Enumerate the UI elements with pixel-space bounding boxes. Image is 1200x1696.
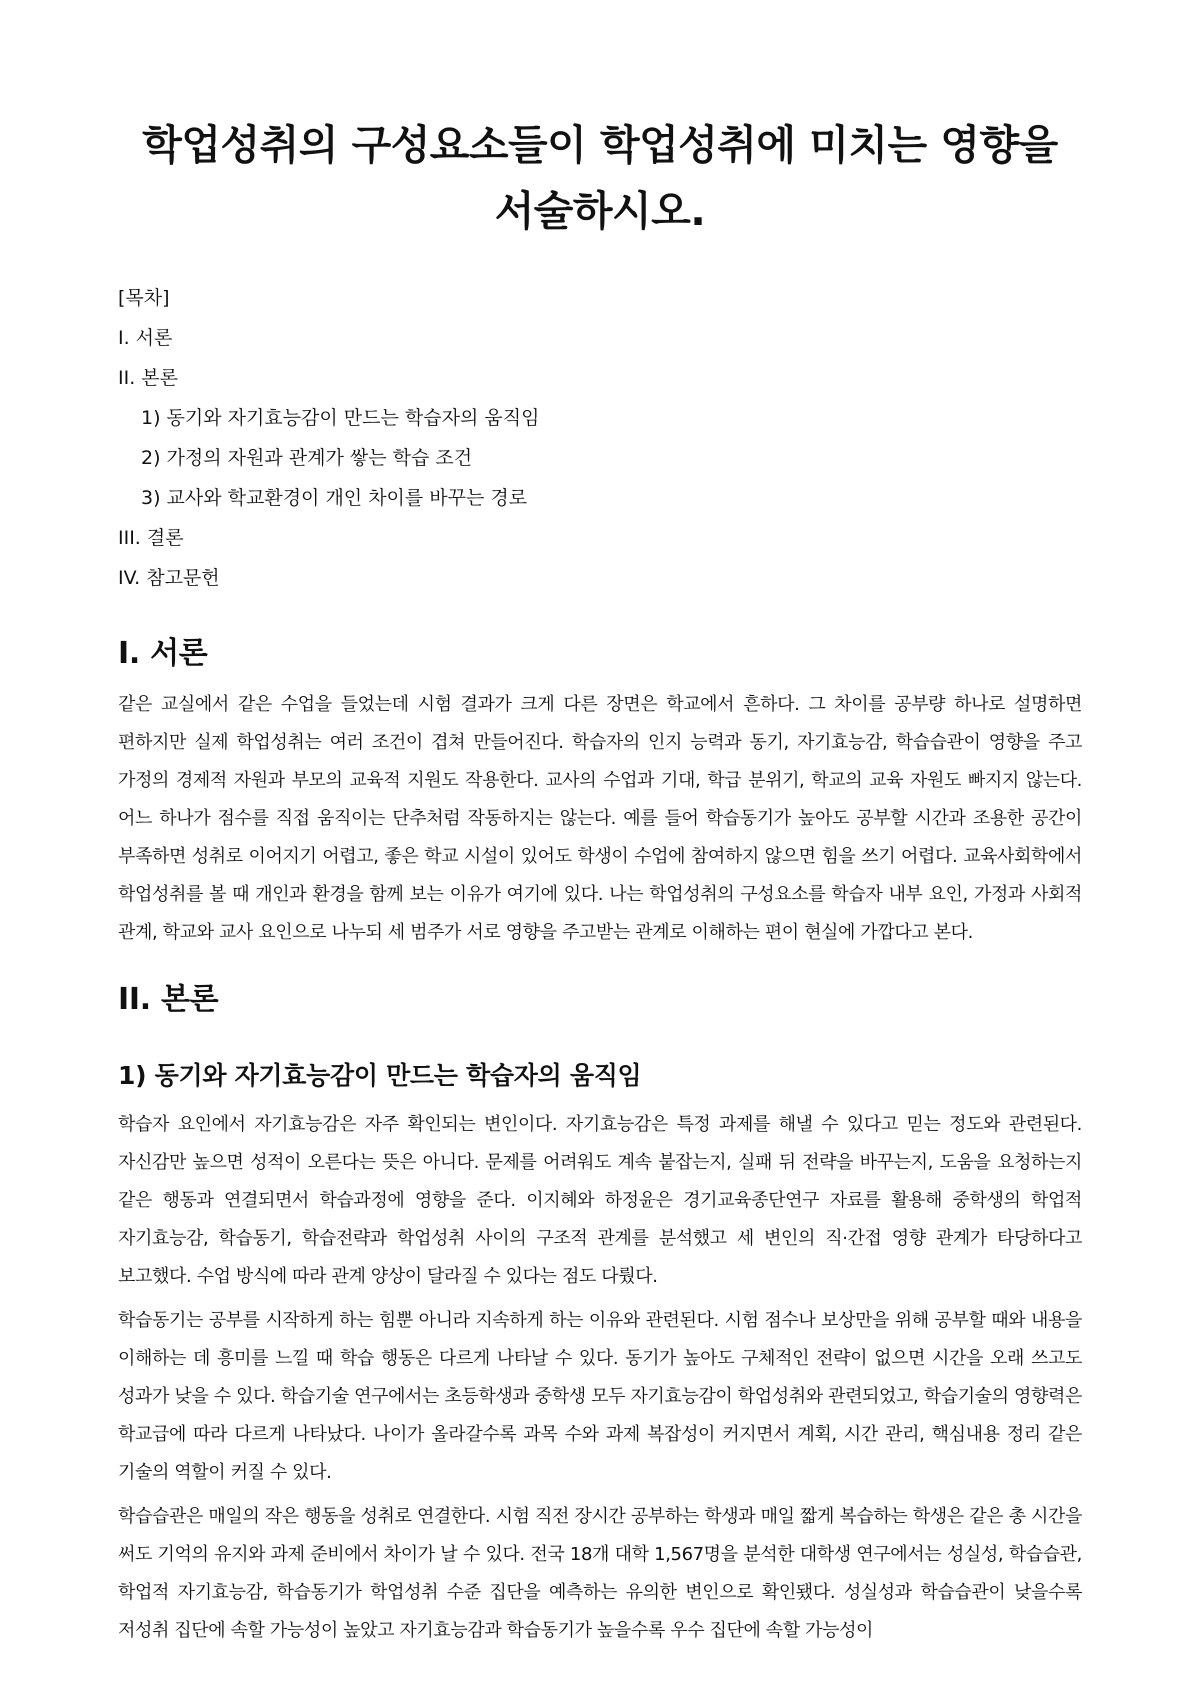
subsection-1-paragraph-3: 학습습관은 매일의 작은 행동을 성취로 연결한다. 시험 직전 장시간 공부하는 학생과 매일 짧게 복습하는 학생은 같은 총 시간을 써도 기억의 유지와 과제 준비에서 차이가 날 수 있다. 전국 18개 대학 1,567명을 분석한 대학생 연구에서는 성실성, 학습습관, 학업적 자기효능감, 학습동기가 학업성취 수준 집단을 예측하는 유의한 변인으로 확인됐다. 성실성과 학습습관이 낮을수록 저성취 집단에 속할 가능성이 높았고 자기효능감과 학습동기가 높을수록 우수 집단에 속할 가능성이 bbox=[118, 1506, 1082, 1641]
table-of-contents bbox=[118, 278, 1082, 598]
toc-item-conclusion: III. 결론 bbox=[118, 527, 184, 549]
toc-item-body-1: 1) 동기와 자기효능감이 만드는 학습자의 움직임 bbox=[141, 407, 540, 429]
toc-item-body-3: 3) 교사와 학교환경이 개인 차이를 바꾸는 경로 bbox=[141, 487, 528, 509]
toc-item-body: II. 본론 bbox=[118, 367, 178, 389]
subsection-1-paragraph-2: 학습동기는 공부를 시작하게 하는 힘뿐 아니라 지속하게 하는 이유와 관련된다. 시험 점수나 보상만을 위해 공부할 때와 내용을 이해하는 데 흥미를 느낄 때 학습 행동은 다르게 나타날 수 있다. 동기가 높아도 구체적인 전략이 없으면 시간을 오래 쓰고도 성과가 낮을 수 있다. 학습기술 연구에서는 초등학생과 중학생 모두 자기효능감이 학업성취와 관련되었고, 학습기술의 영향력은 학교급에 따라 다르게 나타났다. 나이가 올라갈수록 과목 수와 과제 복잡성이 커지면서 계획, 시간 관리, 핵심내용 정리 같은 기술의 역할이 커질 수 있다. bbox=[118, 1310, 1082, 1483]
subsection-1-paragraph-1: 학습자 요인에서 자기효능감은 자주 확인되는 변인이다. 자기효능감은 특정 과제를 해낼 수 있다고 믿는 정도와 관련된다. 자신감만 높으면 성적이 오른다는 뜻은 아니다. 문제를 어려워도 계속 붙잡는지, 실패 뒤 전략을 바꾸는지, 도움을 요청하는지 같은 행동과 연결되면서 학습과정에 영향을 준다. 이지혜와 하정윤은 경기교육종단연구 자료를 활용해 중학생의 학업적 자기효능감, 학습동기, 학습전략과 학업성취 사이의 구조적 관계를 분석했고 세 변인의 직·간접 영향 관계가 타당하다고 보고했다. 수업 방식에 따라 관계 양상이 달라질 수 있다는 점도 다뤘다. bbox=[118, 1114, 1082, 1287]
body-heading: II. 본론 bbox=[118, 982, 219, 1017]
toc-item-body-2: 2) 가정의 자원과 관계가 쌓는 학습 조건 bbox=[141, 447, 473, 469]
intro-paragraph: 같은 교실에서 같은 수업을 들었는데 시험 결과가 크게 다른 장면은 학교에서 흔하다. 그 차이를 공부량 하나로 설명하면 편하지만 실제 학업성취는 여러 조건이 겹쳐 만들어진다. 학습자의 인지 능력과 동기, 자기효능감, 학습습관이 영향을 주고 가정의 경제적 자원과 부모의 교육적 지원도 작용한다. 교사의 수업과 기대, 학급 분위기, 학교의 교육 자원도 빠지지 않는다. 어느 하나가 점수를 직접 움직이는 단추처럼 작동하지는 않는다. 예를 들어 학습동기가 높아도 공부할 시간과 조용한 공간이 부족하면 성취로 이어지기 어렵고, 좋은 학교 시설이 있어도 학생이 수업에 참여하지 않으면 힘을 쓰기 어렵다. 교육사회학에서 학업성취를 볼 때 개인과 환경을 함께 보는 이유가 여기에 있다. 나는 학업성취의 구성요소를 학습자 내부 요인, 가정과 사회적 관계, 학교와 교사 요인으로 나누되 세 범주가 서로 영향을 주고받는 관계로 이해하는 편이 현실에 가깝다고 본다. bbox=[118, 694, 1082, 943]
toc-heading: [목차] bbox=[118, 287, 170, 309]
toc-item-intro: I. 서론 bbox=[118, 327, 173, 349]
document-title: 학업성취의 구성요소들이 학업성취에 미치는 영향을 서술하시오. bbox=[142, 121, 1058, 235]
intro-heading: I. 서론 bbox=[118, 636, 208, 671]
subsection-1-heading: 1) 동기와 자기효능감이 만드는 학습자의 움직임 bbox=[118, 1061, 642, 1090]
toc-item-references: IV. 참고문헌 bbox=[118, 567, 220, 589]
